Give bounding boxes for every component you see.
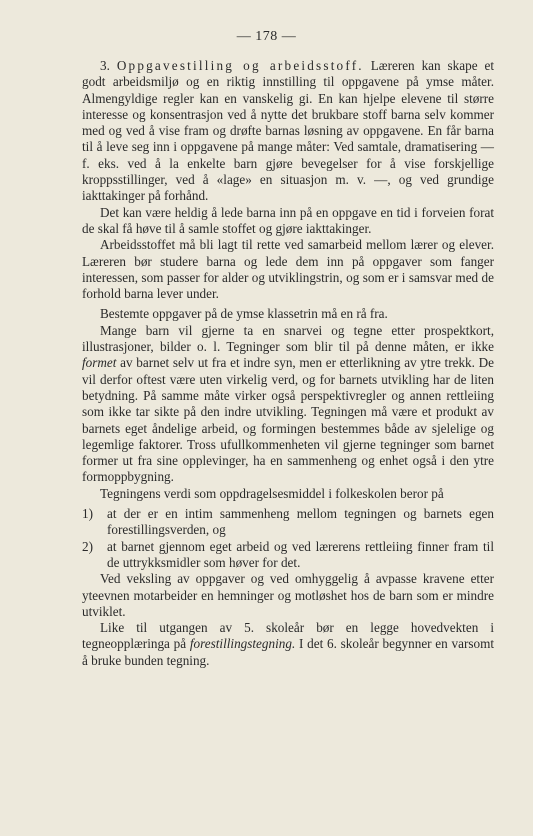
section-number: 3. (100, 58, 110, 73)
page-number: — 178 — (236, 29, 297, 44)
list-text: at barnet gjennom eget arbeid og ved lærerens rettleiing finner fram til de uttrykksmidler som høver for det. (107, 538, 494, 570)
emphasis: forestillingstegning. (189, 636, 296, 652)
text: I det 6. skoleår begynner en varsomt å bruke bunden tegning. (82, 636, 494, 668)
list-item (82, 506, 494, 539)
list-number: 1) (82, 506, 93, 522)
paragraph-like-til (82, 620, 494, 669)
paragraph: Arbeidsstoffet må bli lagt til rette ved samarbeid mellom lærer og elever. Læreren bør studere barna og lede dem inn på oppgaver som fanger interessen, som passer for alder og utviklingstrin, og som er i samsvar med de forhold barna lever under. (82, 237, 494, 302)
emphasis: formet (82, 355, 117, 371)
text: Mange barn vil gjerne ta en snarvei og tegne etter prospektkort, illustrasjoner, bilder o. l. Tegninger som blir til på denne måten, er ikke (82, 322, 494, 355)
paragraph: Det kan være heldig å lede barna inn på en oppgave en tid i forveien forat de skal få høve til å samle stoffet og gjøre iakttakinger. (82, 204, 494, 236)
list-number: 2) (82, 538, 93, 554)
paragraph-mange-barn (82, 323, 494, 486)
section-title: Oppgavestilling og arbeidsstoff. (116, 58, 364, 73)
paragraph: Bestemte oppgaver på de ymse klassetrin må en rå fra. (100, 306, 388, 322)
list-item (82, 539, 494, 572)
list-text: at der er en intim sammenheng mellom tegningen og barnets egen forestillingsverden, og (107, 506, 494, 538)
text: Like til utgangen av 5. skoleår bør en legge hovedvekten i tegneopplæringa på (82, 620, 494, 652)
section-3-paragraph (82, 58, 494, 205)
paragraph: Tegningens verdi som oppdragelsesmiddel i folkeskolen beror på (100, 485, 444, 501)
section-text: Læreren kan skape et godt arbeidsmiljø og en riktig innstilling til oppgavene på ymse måter. Almengyldige regler kan en vanskelig gi. En kan hjelpe elevene til større interesse og konsentrasjon ved å nytte det brukbare stoff barna selv kommer med og ved å vise fram og drøfte barnas løsning av oppgavene. En får barna til å leve seg inn i oppgavene på mange måter: Ved samtale, dramatisering — f. eks. ved å la enkelte barn gjøre bevegelser for å vise forskjellige kroppsstillinger, ved å «lage» en situasjon m. v. —, og ved grundige iakttakinger på forhånd. (82, 58, 494, 204)
paragraph: Ved veksling av oppgaver og ved omhyggelig å avpasse kravene etter yteevnen motarbeider en hemninger og motløshet hos de barn som er mindre utviklet. (82, 571, 494, 619)
page-body (82, 58, 494, 669)
numbered-list (82, 506, 494, 571)
text: av barnet selv ut fra et indre syn, men er etterlikning av ytre trekk. De vil derfor oftest være uten virkelig verd, og for barnets utvikling har de liten betydning. På samme måte virker også perspektivregler og annen rettleiing som ikke tar sikte på den indre utvikling. Tegningen må være et produkt av barnets eget åndelige arbeid, og formingen bestemmes både av sjelelige og legemlige faktorer. Tross ufullkommenheten vil gjerne tegninger som barnet former ut fra sine opplevinger, ha en sammenheng og enhet også i den ytre formoppbygning. (82, 355, 494, 485)
